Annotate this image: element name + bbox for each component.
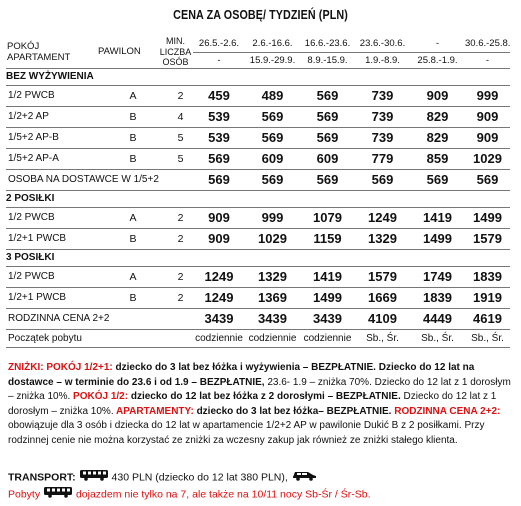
price-cell: 909 [465,106,510,127]
price-cell: 829 [410,127,465,148]
pavilion: B [82,106,158,127]
price-cell: 569 [465,169,510,190]
start-value: Sb., Śr. [355,329,410,347]
price-cell: 1669 [355,287,410,308]
price-cell: 779 [355,148,410,169]
start-value: codziennie [300,329,355,347]
transport-label: TRANSPORT: [8,471,76,484]
price-cell: 1499 [410,228,465,249]
price-cell: 739 [355,85,410,106]
price-cell: 569 [245,106,300,127]
price-table [6,36,510,348]
room-name: 1/2 PWCB [6,266,82,287]
table-row [6,228,510,249]
price-cell: 1499 [465,207,510,228]
note-text: 23.6- 1.9 – zniżka 70%. Dziecko do 12 lat z 1 dorosłym – zniżka 10%. [8,376,511,403]
note-text: obowiązuje dla 3 osób i dziecka do 12 lat w apartamencie 1/2+2 AP w pawilonie Dukić B z 2 posiłkami. Przy rodzinnej cenie nie można korzystać ze zniżki za wczesny zakup jak również ze zniżki stałego klienta. [8,420,485,446]
section-header [6,190,510,207]
price-cell: 4449 [410,308,465,329]
header-date: 30.6.-25.8. [465,36,510,52]
price-cell: 1749 [410,266,465,287]
table-row [6,106,510,127]
stay-text: dojazdem nie tylko na 7, ale także na 10/11 nocy Sb-Śr / Śr-Sb. [75,488,371,501]
min-persons: 2 [158,207,193,228]
price-cell: 569 [355,169,410,190]
price-cell: 1029 [245,228,300,249]
price-cell: 569 [300,85,355,106]
header-date-2: 8.9.-15.9. [300,52,355,68]
price-cell: 859 [410,148,465,169]
stay-line [8,486,513,503]
header-date: - [410,36,465,52]
section-header [6,68,510,85]
min-persons: 2 [158,85,193,106]
note-label: RODZINNA CENA 2+2: [391,405,501,417]
note-text: Dziecko do 12 lat z 1 dorosłym – zniżka 10%. [8,391,497,417]
car-icon [291,469,317,486]
price-cell: 1419 [300,266,355,287]
page-title: CENA ZA OSOBĘ/ TYDZIEŃ (PLN) [173,8,348,22]
header-date-2: 1.9.-8.9. [355,52,410,68]
price-cell: 569 [245,169,300,190]
transport-section [8,469,513,503]
price-cell: 539 [193,106,245,127]
pavilion: B [82,287,158,308]
note-text: dziecko do 3 lat bez łóżka– BEZPŁATNIE. [193,405,392,417]
room-name: 1/5+2 AP-A [6,148,82,169]
price-cell: 609 [245,148,300,169]
pavilion: A [82,85,158,106]
pavilion: B [82,228,158,249]
price-cell: 1499 [300,287,355,308]
start-value: codziennie [193,329,245,347]
table-row [6,148,510,169]
start-value: Sb., Śr. [465,329,510,347]
price-cell: 739 [355,127,410,148]
price-cell: 1839 [410,287,465,308]
price-cell: 1369 [245,287,300,308]
price-cell: 3439 [245,308,300,329]
header-date: 23.6.-30.6. [355,36,410,52]
pavilion: B [82,148,158,169]
price-cell: 4619 [465,308,510,329]
room-name: 1/2 PWCB [6,207,82,228]
price-cell: 909 [465,127,510,148]
price-cell: 569 [410,169,465,190]
table-row [6,207,510,228]
header-date: 26.5.-2.6. [193,36,245,52]
price-cell: 1419 [410,207,465,228]
stay-label: Pobyty [8,488,41,501]
header-pavilion: PAWILON [82,36,158,68]
start-value: Sb., Śr. [410,329,465,347]
price-cell: 1919 [465,287,510,308]
room-name: OSOBA NA DOSTAWCE W 1/5+2 [6,169,193,190]
pavilion: A [82,207,158,228]
note-label: APARTAMENTY: [113,405,194,417]
price-cell: 1079 [300,207,355,228]
price-cell: 1159 [300,228,355,249]
section-header [6,249,510,266]
header-date: 16.6.-23.6. [300,36,355,52]
price-cell: 569 [300,169,355,190]
header-date-2: - [193,52,245,68]
room-name: 1/2+1 PWCB [6,228,82,249]
price-cell: 1579 [355,266,410,287]
table-row [6,127,510,148]
room-name: 1/5+2 AP-B [6,127,82,148]
header-min-persons: MIN. LICZBA OSÓB [159,36,192,67]
note-text: dziecko do 3 lat bez łóżka i wyżywienia – BEZPŁATNIE. Dziecko do 12 lat na dostawce – w terminie do 23.6 i od 1.9 – BEZPŁATNIE, [8,362,475,388]
price-cell: 1249 [193,266,245,287]
bus-icon [43,486,73,503]
start-label: Początek pobytu [6,329,193,347]
pavilion: A [82,266,158,287]
start-row [6,329,510,347]
price-cell: 569 [300,106,355,127]
price-cell: 609 [300,148,355,169]
price-cell: 739 [355,106,410,127]
header-date-2: - [465,52,510,68]
room-name: 1/2+2 AP [6,106,82,127]
price-cell: 1839 [465,266,510,287]
header-date: 2.6.-16.6. [245,36,300,52]
transport-line [8,469,513,486]
note-label: ZNIŻKI: POKÓJ 1/2+1: [8,362,113,373]
price-cell: 3439 [300,308,355,329]
table-row [6,308,510,329]
discount-notes [8,361,513,449]
note-label: POKÓJ 1/2: [70,391,129,403]
price-cell: 909 [410,85,465,106]
section-title: BEZ WYŻYWIENIA [6,68,510,85]
price-cell: 909 [193,228,245,249]
note-text: dziecko do 12 lat bez łóżka z 2 dorosłymi – BEZPŁATNIE. [128,391,401,403]
room-name: 1/2 PWCB [6,85,82,106]
pavilion: B [82,127,158,148]
min-persons: 5 [158,127,193,148]
price-cell: 569 [245,127,300,148]
price-cell: 1029 [465,148,510,169]
price-cell: 569 [193,169,245,190]
price-cell: 4109 [355,308,410,329]
table-row [6,169,510,190]
header-date-2: 15.9.-29.9. [245,52,300,68]
min-persons: 2 [158,228,193,249]
price-cell: 569 [193,148,245,169]
min-persons: 5 [158,148,193,169]
price-cell: 1329 [245,266,300,287]
bus-price: 430 PLN (dziecko do 12 lat 380 PLN), [111,471,288,484]
price-cell: 489 [245,85,300,106]
start-value: codziennie [245,329,300,347]
price-cell: 569 [300,127,355,148]
price-cell: 999 [245,207,300,228]
section-title: 2 POSIŁKI [6,190,510,207]
min-persons: 2 [158,266,193,287]
price-cell: 3439 [193,308,245,329]
price-cell: 1249 [355,207,410,228]
min-persons: 2 [158,287,193,308]
bus-icon [79,469,109,486]
price-cell: 1249 [193,287,245,308]
price-cell: 909 [193,207,245,228]
header-date-2: 25.8.-1.9. [410,52,465,68]
table-row [6,85,510,106]
price-cell: 1579 [465,228,510,249]
price-cell: 829 [410,106,465,127]
price-cell: 539 [193,127,245,148]
room-name: RODZINNA CENA 2+2 [6,308,193,329]
header-room: POKÓJ APARTAMENT [6,36,82,68]
section-title: 3 POSIŁKI [6,249,510,266]
price-cell: 459 [193,85,245,106]
table-row [6,266,510,287]
table-row [6,287,510,308]
price-cell: 1329 [355,228,410,249]
room-name: 1/2+1 PWCB [6,287,82,308]
price-cell: 999 [465,85,510,106]
min-persons: 4 [158,106,193,127]
